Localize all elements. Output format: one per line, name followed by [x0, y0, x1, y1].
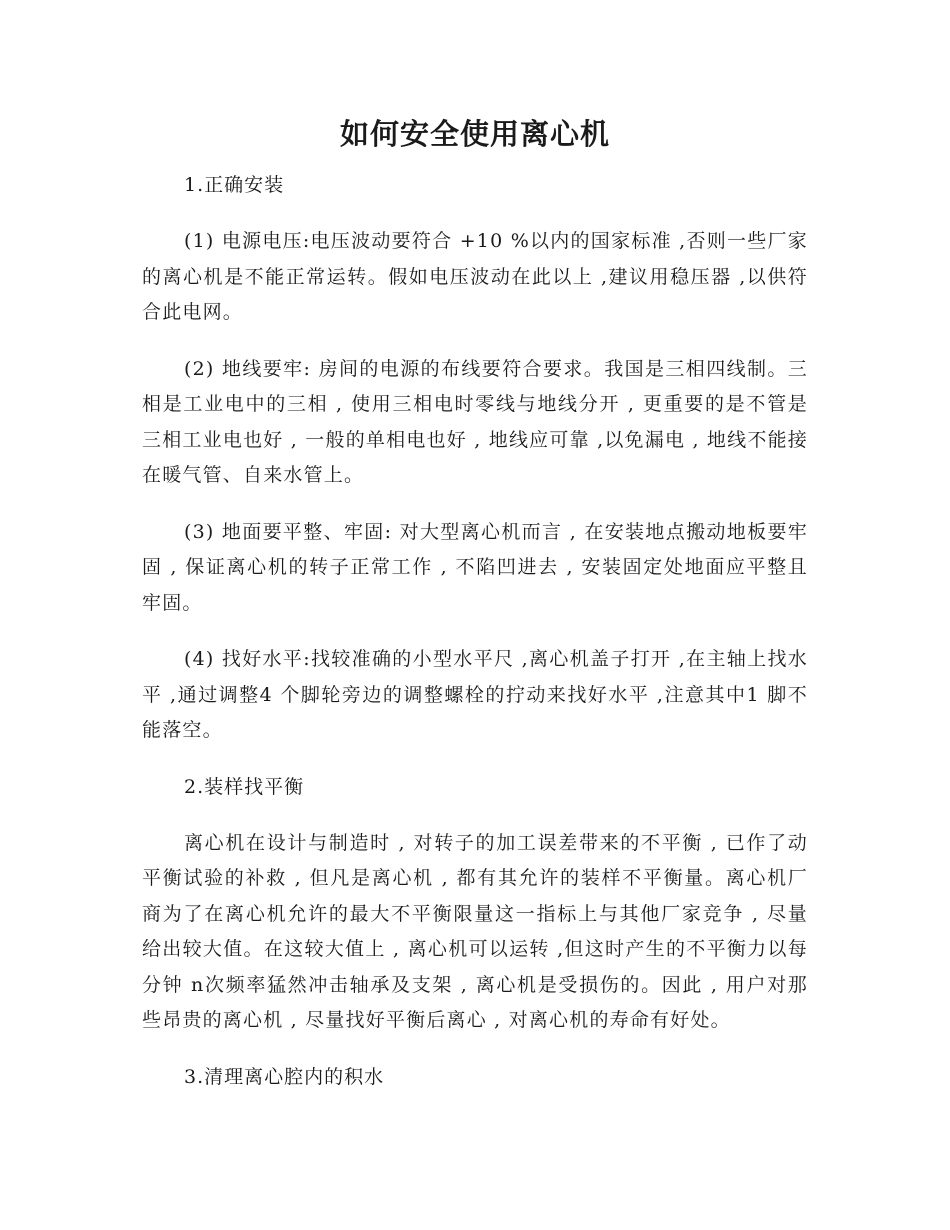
paragraph-power-voltage: (1) 电源电压:电压波动要符合 +10 %以内的国家标准 ,否则一些厂家的离心机是不能正常运转。假如电压波动在此以上 ,建议用稳压器 ,以供符合此电网。 [142, 230, 808, 323]
page-title: 如何安全使用离心机 [339, 117, 610, 151]
paragraph-find-level: (4) 找好水平:找较准确的小型水平尺 ,离心机盖子打开 ,在主轴上找水平 ,通过调整4 个脚轮旁边的调整螺栓的拧动来找好水平 ,注意其中1 脚不能落空。 [142, 648, 808, 741]
paragraph-floor-level: (3) 地面要平整、牢固: 对大型离心机而言 , 在安装地点搬动地板要牢固 , 保证离心机的转子正常工作 , 不陷凹进去 , 安装固定处地面应平整且牢固。 [142, 520, 808, 614]
section-heading-1: 1.正确安装 [184, 174, 285, 196]
section-heading-3: 3.清理离心腔内的积水 [184, 1065, 385, 1088]
section-heading-2: 2.装样找平衡 [184, 775, 305, 798]
paragraph-ground-wire: (2) 地线要牢: 房间的电源的布线要符合要求。我国是三相四线制。三相是工业电中的三相 , 使用三相电时零线与地线分开 , 更重要的是不管是三相工业电也好 , 一般的单相电也好 , 地线应可靠 ,以免漏电 , 地线不能接在暖气管、自来水管上。 [142, 357, 808, 486]
document-body [142, 168, 808, 1116]
paragraph-balance: 离心机在设计与制造时 , 对转子的加工误差带来的不平衡 , 已作了动平衡试验的补救 , 但凡是离心机 , 都有其允许的装样不平衡量。离心机厂商为了在离心机允许的最大不平衡限量这一指标上与其他厂家竞争 , 尽量给出较大值。在这较大值上 , 离心机可以运转 ,但这时产生的不平衡力以每分钟 n次频率猛然冲击轴承及支架 , 离心机是受损伤的。因此 , 用户对那些昂贵的离心机 , 尽量找好平衡后离心 , 对离心机的寿命有好处。 [142, 831, 808, 1031]
